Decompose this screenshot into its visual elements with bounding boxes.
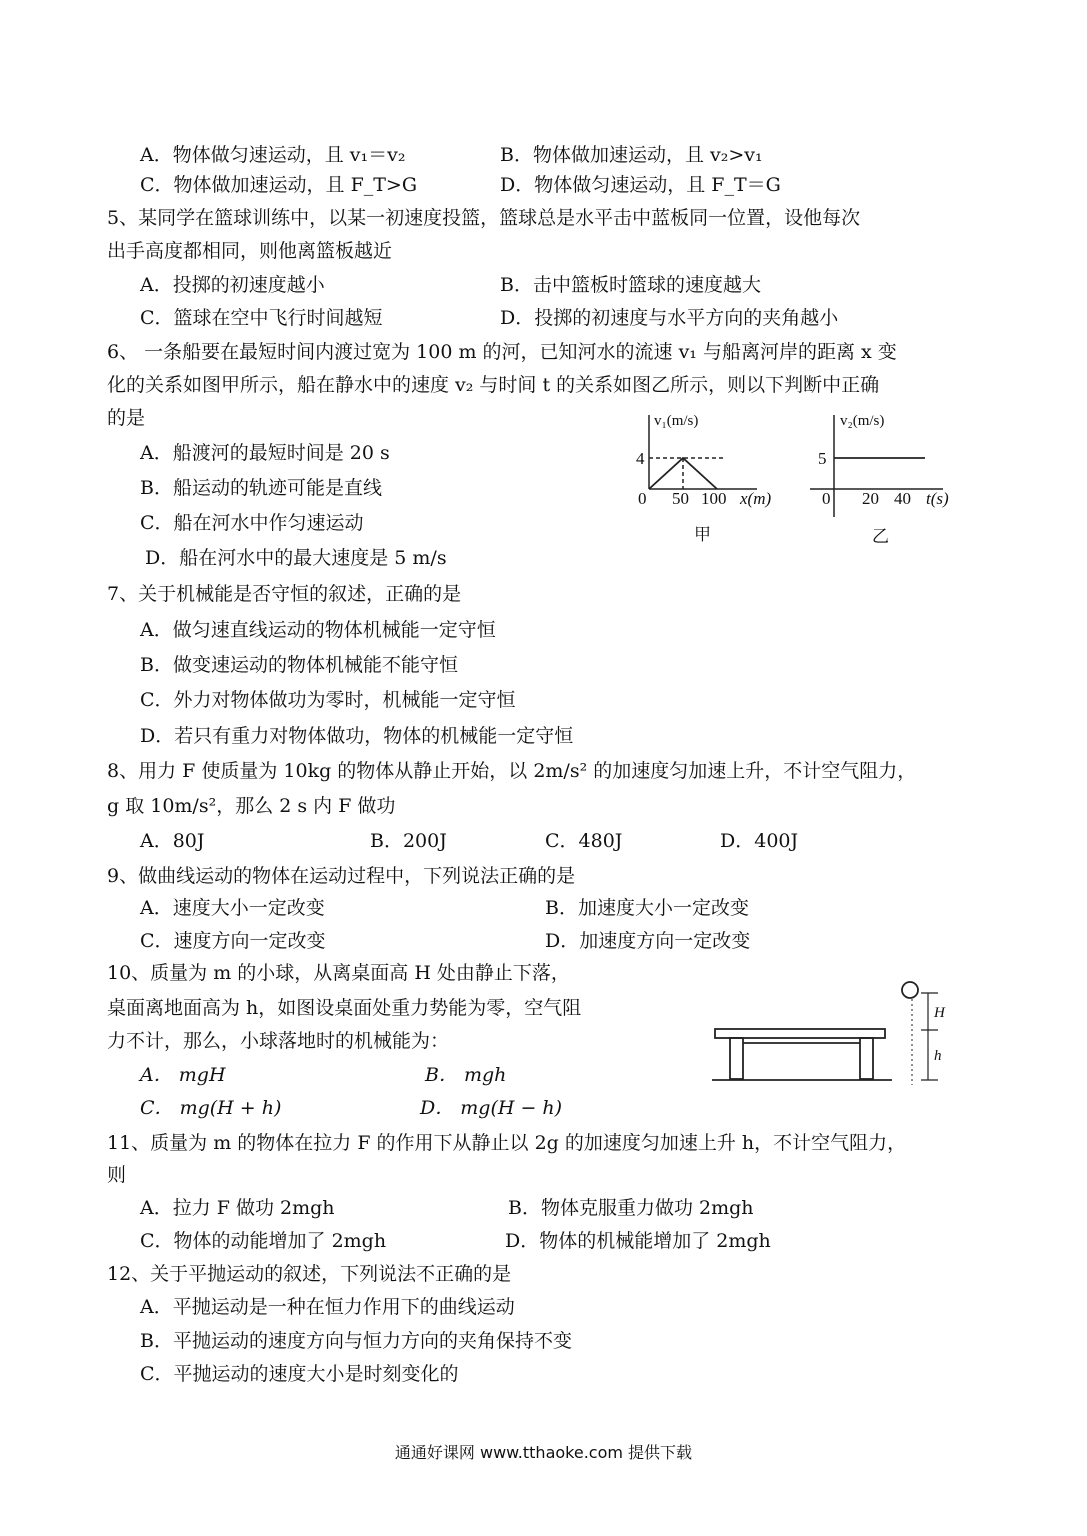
y-axis-label: v₁(m/s) [654, 413, 699, 429]
x-tick-label: 0 [638, 489, 647, 508]
q6-option-b: B．船运动的轨迹可能是直线 [140, 477, 382, 499]
q6-stem-2: 化的关系如图甲所示，船在静水中的速度 v₂ 与时间 t 的关系如图乙所示，则以下判断中正确 [107, 374, 880, 396]
table-leg [860, 1038, 873, 1079]
q11-option-c: C．物体的动能增加了 2mgh [140, 1230, 387, 1252]
q9-option-d: D．加速度方向一定改变 [545, 930, 751, 952]
q11-stem-2: 则 [107, 1164, 127, 1186]
y-axis-label: v₂(m/s) [840, 413, 885, 429]
q8-option-b: B．200J [370, 830, 447, 852]
q11-option-d: D．物体的机械能增加了 2mgh [505, 1230, 771, 1252]
q4-option-a: A．物体做匀速运动，且 v₁＝v₂ [140, 144, 406, 166]
q5-stem-2: 出手高度都相同，则他离篮板越近 [107, 240, 393, 262]
q12-option-b: B．平抛运动的速度方向与恒力方向的夹角保持不变 [140, 1330, 572, 1352]
q9-option-a: A．速度大小一定改变 [140, 897, 325, 919]
q10-stem-1: 10、质量为 m 的小球，从离桌面高 H 处由静止下落， [107, 962, 570, 984]
q4-option-c: C．物体做加速运动，且 F_T>G [140, 174, 418, 196]
q10-stem-2: 桌面离地面高为 h，如图设桌面处重力势能为零，空气阻 [107, 997, 582, 1019]
q8-stem-2: g 取 10m/s²，那么 2 s 内 F 做功 [107, 795, 396, 817]
q5-option-d: D．投掷的初速度与水平方向的夹角越小 [500, 307, 839, 329]
height-label-h: h [934, 1048, 942, 1064]
q4-option-d: D．物体做匀速运动，且 F_T＝G [500, 174, 781, 196]
q11-option-b: B．物体克服重力做功 2mgh [508, 1197, 754, 1219]
q8-option-d: D．400J [720, 830, 799, 852]
q6-stem-3: 的是 [107, 407, 146, 429]
q5-option-c: C．篮球在空中飞行时间越短 [140, 307, 383, 329]
footer-text: 通通好课网 www.tthaoke.com 提供下载 [394, 1443, 693, 1462]
q7-option-d: D．若只有重力对物体做功，物体的机械能一定守恒 [140, 725, 574, 747]
y-tick-label: 4 [636, 449, 645, 468]
height-label-H: H [934, 1005, 945, 1021]
q6-stem-1: 6、 一条船要在最短时间内渡过宽为 100 m 的河，已知河水的流速 v₁ 与船离河岸的距离 x 变 [107, 341, 897, 363]
q5-option-b: B．击中篮板时篮球的速度越大 [500, 274, 761, 296]
q11-option-a: A．拉力 F 做功 2mgh [140, 1197, 335, 1219]
q6-option-d: D．船在河水中的最大速度是 5 m/s [145, 547, 447, 569]
x-tick-label: 100 [701, 489, 727, 508]
x-axis-label: t(s) [926, 489, 949, 508]
q8-stem-1: 8、用力 F 使质量为 10kg 的物体从静止开始，以 2m/s² 的加速度匀加速上升，不计空气阻力， [107, 760, 917, 782]
x-tick-label: 50 [672, 489, 689, 508]
q7-option-b: B．做变速运动的物体机械能不能守恒 [140, 654, 458, 676]
x-tick-label: 40 [894, 489, 911, 508]
q12-option-c: C．平抛运动的速度大小是时刻变化的 [140, 1363, 459, 1385]
x-tick-label: 20 [862, 489, 879, 508]
q11-stem-1: 11、质量为 m 的物体在拉力 F 的作用下从静止以 2g 的加速度匀加速上升 h，不计空气阻力， [107, 1132, 907, 1154]
q6-option-a: A．船渡河的最短时间是 20 s [140, 442, 390, 464]
table-leg [730, 1038, 743, 1079]
q10-option-d: D． mg(H − h) [420, 1097, 563, 1119]
table-ball-figure [712, 982, 938, 1085]
x-tick-label: 0 [822, 489, 831, 508]
q8-option-c: C．480J [545, 830, 623, 852]
q10-stem-3: 力不计，那么，小球落地时的机械能为： [107, 1030, 450, 1052]
q10-option-b: B． mgh [425, 1064, 507, 1086]
q10-option-a: A． mgH [140, 1064, 226, 1086]
q9-option-b: B．加速度大小一定改变 [545, 897, 749, 919]
q6-option-c: C．船在河水中作匀速运动 [140, 512, 364, 534]
q10-option-c: C． mg(H + h) [140, 1097, 282, 1119]
q9-option-c: C．速度方向一定改变 [140, 930, 326, 952]
q7-stem: 7、关于机械能是否守恒的叙述，正确的是 [107, 583, 462, 605]
q5-option-a: A．投掷的初速度越小 [140, 274, 325, 296]
q5-stem-1: 5、某同学在篮球训练中，以某一初速度投篮，篮球总是水平击中蓝板同一位置，设他每次 [107, 207, 861, 229]
q8-option-a: A．80J [140, 830, 205, 852]
q12-option-a: A．平抛运动是一种在恒力作用下的曲线运动 [140, 1296, 515, 1318]
ball [902, 982, 918, 998]
q7-option-c: C．外力对物体做功为零时，机械能一定守恒 [140, 689, 516, 711]
graph-title: 乙 [872, 527, 889, 546]
table-top [715, 1029, 885, 1038]
q12-stem: 12、关于平抛运动的叙述，下列说法不正确的是 [107, 1263, 512, 1285]
q4-option-b: B．物体做加速运动，且 v₂>v₁ [500, 144, 763, 166]
q9-stem: 9、做曲线运动的物体在运动过程中，下列说法正确的是 [107, 865, 576, 887]
y-tick-label: 5 [818, 449, 827, 468]
graph-title: 甲 [694, 525, 711, 544]
q7-option-a: A．做匀速直线运动的物体机械能一定守恒 [140, 619, 496, 641]
x-axis-label: x(m) [740, 489, 772, 508]
